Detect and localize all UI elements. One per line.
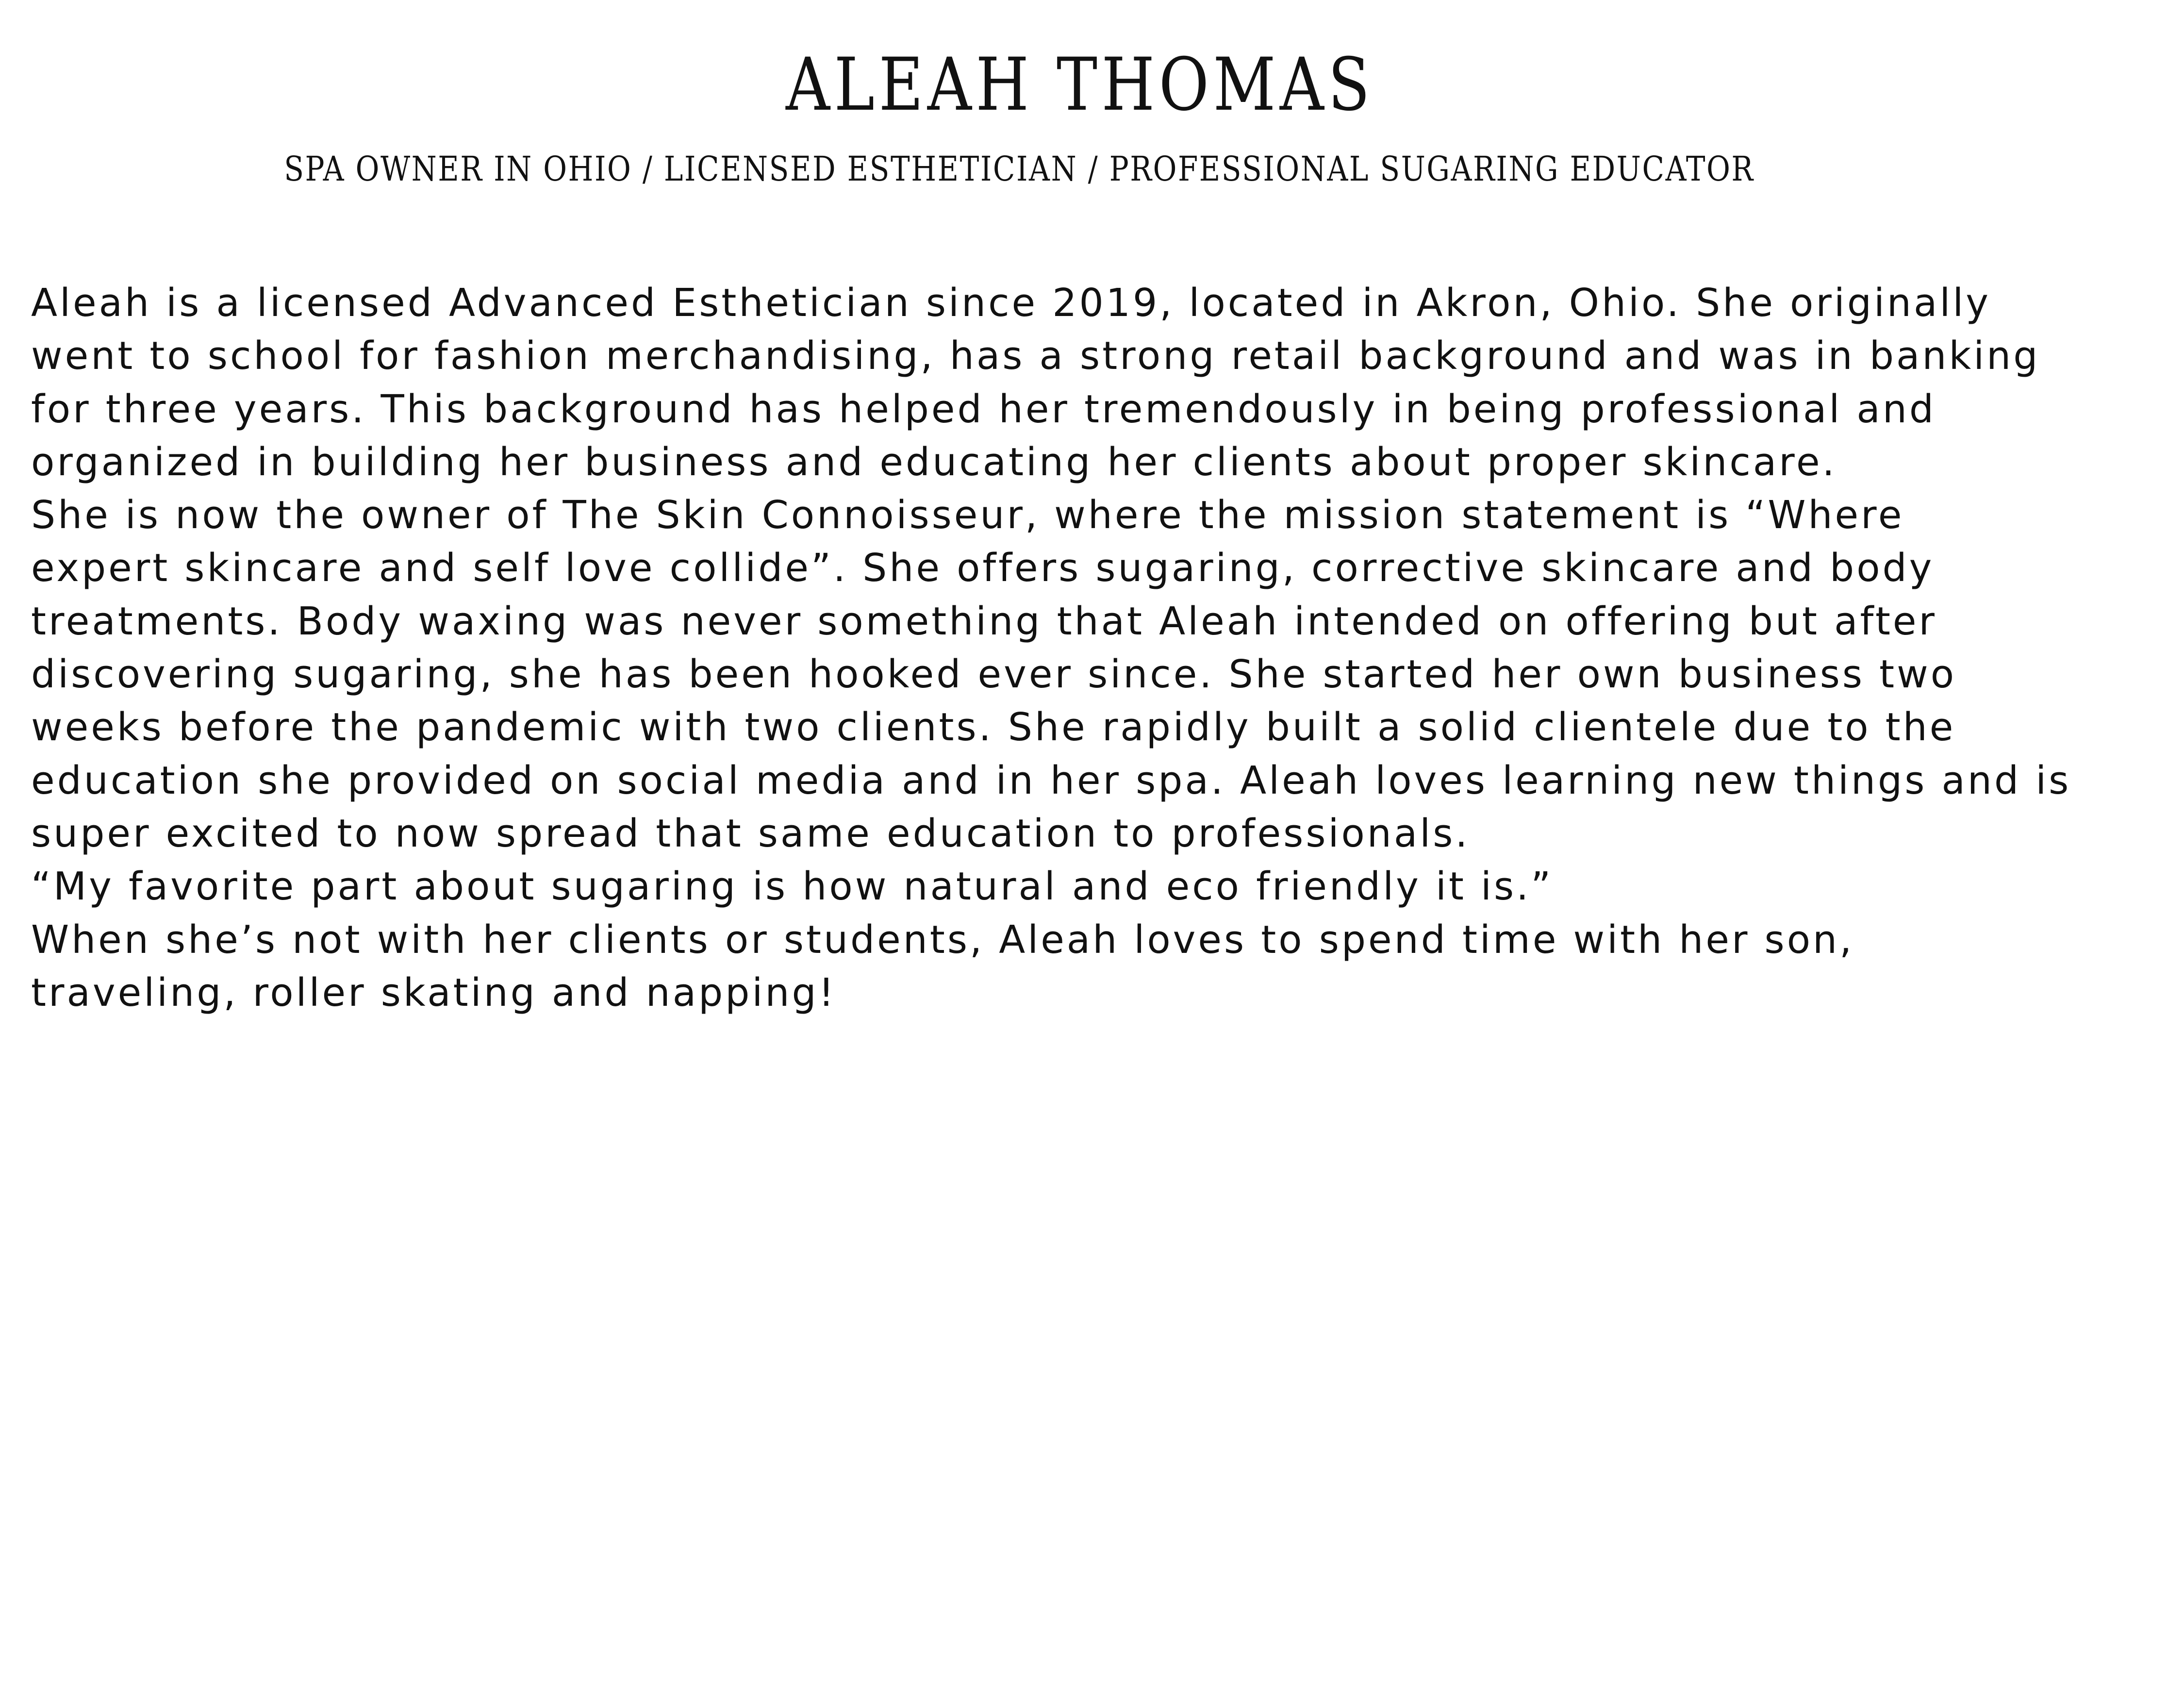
bio-line: Aleah is a licensed Advanced Esthetician since 2019, located in Akron, Ohio. She originally [31, 281, 1991, 325]
bio-line: expert skincare and self love collide”. She offers sugaring, corrective skincare and body [31, 546, 1935, 591]
bio-line: treatments. Body waxing was never something that Aleah intended on offering but after [31, 599, 1937, 644]
bio-line: traveling, roller skating and napping! [31, 970, 837, 1015]
bio-line: She is now the owner of The Skin Connoisseur, where the mission statement is “Where [31, 493, 1904, 538]
bio-line: discovering sugaring, she has been hooked ever since. She started her own business two [31, 652, 1957, 697]
person-name: ALEAH THOMAS [786, 43, 1374, 127]
bio-line: weeks before the pandemic with two clients. She rapidly built a solid clientele due to the [31, 705, 1956, 750]
bio-quote: “My favorite part about sugaring is how natural and eco friendly it is.” [31, 864, 1554, 909]
bio-line: for three years. This background has helped her tremendously in being professional and [31, 386, 1936, 432]
bio-line: education she provided on social media and in her spa. Aleah loves learning new things and is [31, 758, 2071, 803]
person-subtitle: SPA OWNER IN OHIO / LICENSED ESTHETICIAN / PROFESSIONAL SUGARING EDUCATOR [284, 149, 1754, 189]
bio-line: went to school for fashion merchandising, has a strong retail background and was in banking [31, 333, 2040, 379]
bio-line: When she’s not with her clients or students, Aleah loves to spend time with her son, [31, 917, 1854, 962]
bio-line: super excited to now spread that same education to professionals. [31, 811, 1470, 856]
bio-line: organized in building her business and educating her clients about proper skincare. [31, 439, 1837, 484]
bio-text [31, 277, 2167, 1019]
